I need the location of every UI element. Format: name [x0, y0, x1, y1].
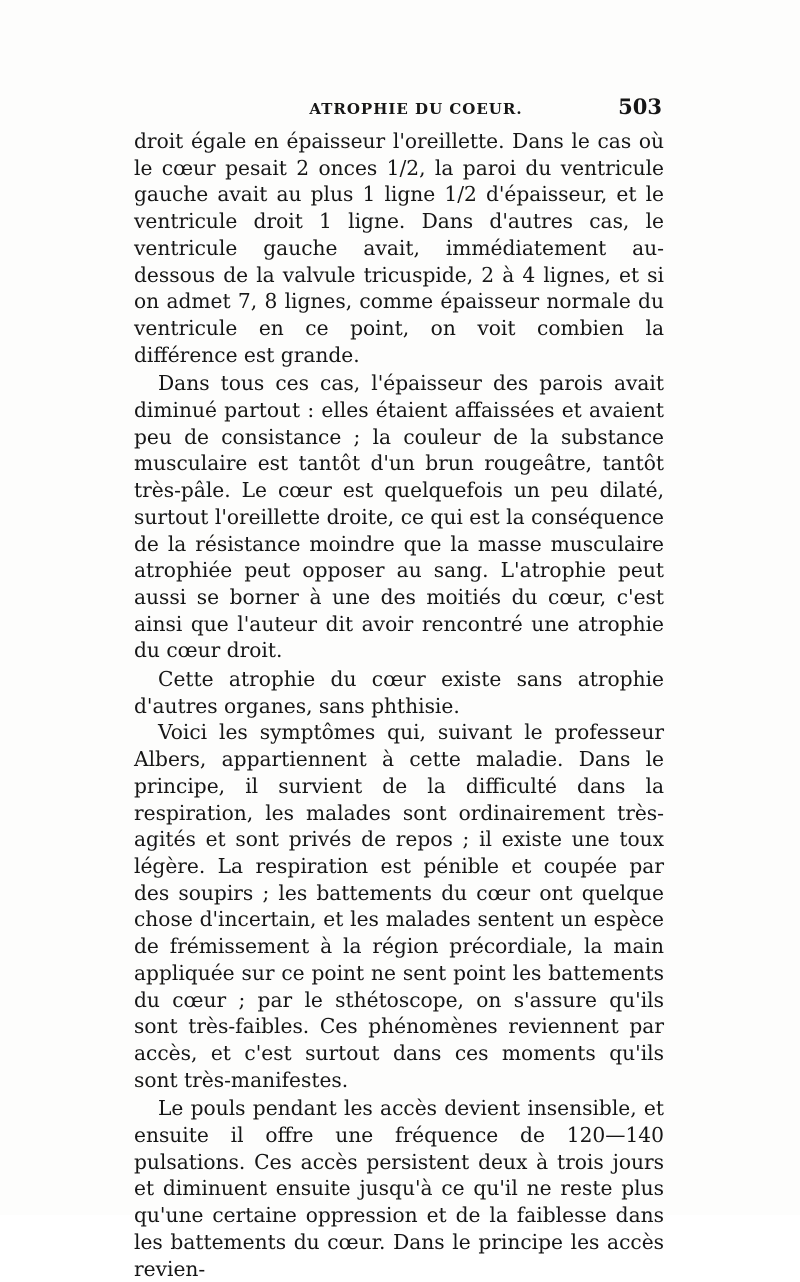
running-head: ATROPHIE DU COEUR. — [309, 100, 523, 118]
body-text — [134, 128, 664, 1282]
paragraph-4: Voici les symptômes qui, suivant le professeur Albers, appartiennent à cette maladie. Dans le principe, il survient de la difficulté dans la respiration, les malades sont ordinairement très-agités et sont privés de repos ; il existe une toux légère. La respiration est pénible et coupée par des soupirs ; les battements du cœur ont quelque chose d'incertain, et les malades sentent un espèce de frémissement à la région précordiale, la main appliquée sur ce point ne sent point les battements du cœur ; par le sthétoscope, on s'assure qu'ils sont très-faibles. Ces phénomènes reviennent par accès, et c'est surtout dans ces moments qu'ils sont très-manifestes. — [134, 720, 664, 1092]
page-header — [134, 96, 664, 126]
paragraph-1: droit égale en épaisseur l'oreillette. Dans le cas où le cœur pesait 2 onces 1/2, la paroi du ventricule gauche avait au plus 1 ligne 1/2 d'épaisseur, et le ventricule droit 1 ligne. Dans d'autres cas, le ventricule gauche avait, immédiatement au-dessous de la valvule tricuspide, 2 à 4 lignes, et si on admet 7, 8 lignes, comme épaisseur normale du ventricule en ce point, on voit combien la différence est grande. — [134, 129, 664, 367]
paragraph-5: Le pouls pendant les accès devient insensible, et ensuite il offre une fréquence de 120—140 pulsations. Ces accès persistent deux à trois jours et diminuent ensuite jusqu'à ce qu'il ne reste plus qu'une certaine oppression et de la faiblesse dans les battements du cœur. Dans le principe les accès revien- — [134, 1096, 664, 1281]
paragraph-3: Cette atrophie du cœur existe sans atrophie d'autres organes, sans phthisie. — [134, 667, 664, 718]
page-number: 503 — [618, 94, 662, 119]
paragraph-2: Dans tous ces cas, l'épaisseur des parois avait diminué partout : elles étaient affaissées et avaient peu de consistance ; la couleur de la substance musculaire est tantôt d'un brun rougeâtre, tantôt très-pâle. Le cœur est quelquefois un peu dilaté, surtout l'oreillette droite, ce qui est la conséquence de la résistance moindre que la masse musculaire atrophiée peut opposer au sang. L'atrophie peut aussi se borner à une des moitiés du cœur, c'est ainsi que l'auteur dit avoir rencontré une atrophie du cœur droit. — [134, 371, 664, 663]
